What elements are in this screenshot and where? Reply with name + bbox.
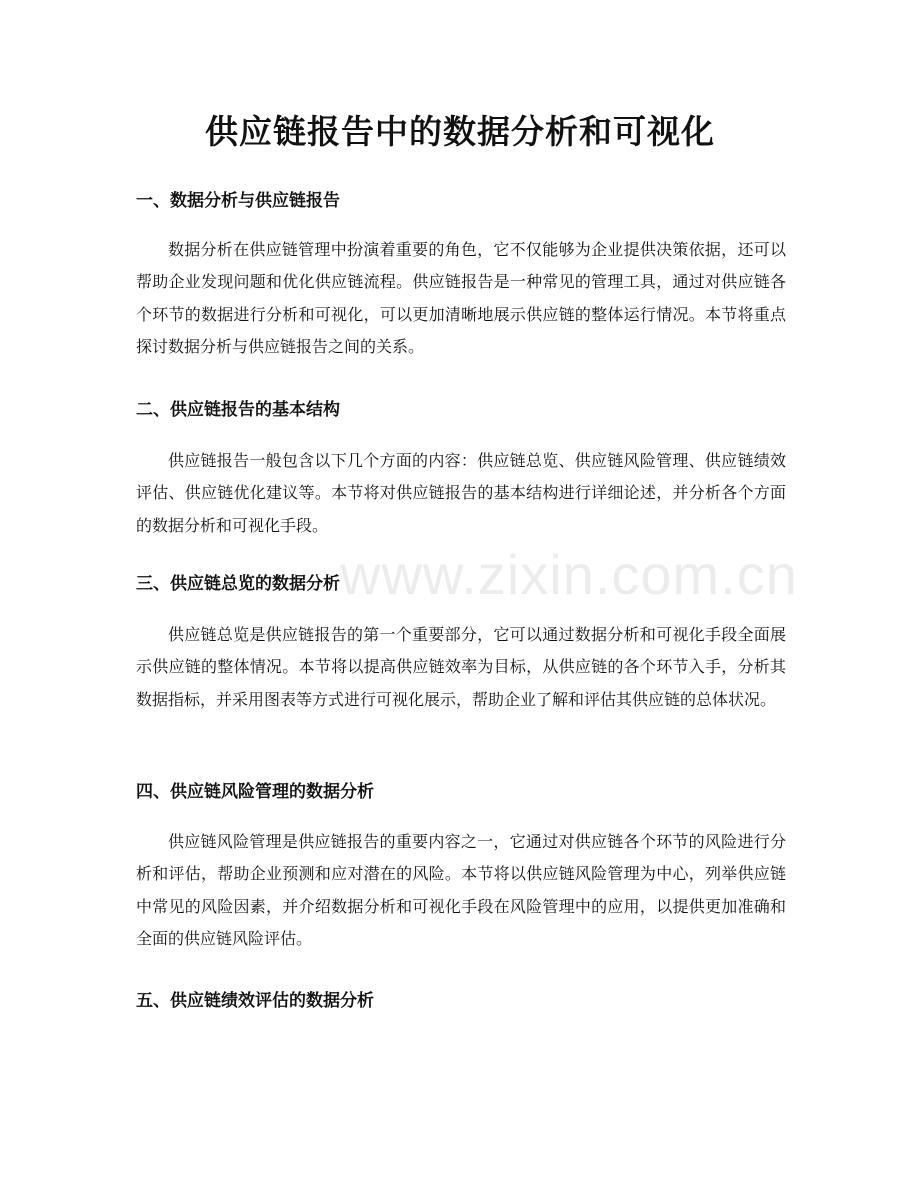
watermark: www.zixin.com.cn <box>340 543 798 606</box>
section-heading-2: 二、供应链报告的基本结构 <box>136 400 340 420</box>
section-body-2: 供应链报告一般包含以下几个方面的内容：供应链总览、供应链风险管理、供应链绩效评估、供应链优化建议等。本节将对供应链报告的基本结构进行详细论述，并分析各个方面的数据分析和可视化手段。 <box>136 451 786 535</box>
section-body-3: 供应链总览是供应链报告的第一个重要部分，它可以通过数据分析和可视化手段全面展示供应链的整体情况。本节将以提高供应链效率为目标，从供应链的各个环节入手，分析其数据指标，并采用图表等方式进行可视化展示，帮助企业了解和评估其供应链的总体状况。 <box>136 625 786 709</box>
page-title: 供应链报告中的数据分析和可视化 <box>205 112 715 151</box>
section-heading-1: 一、数据分析与供应链报告 <box>136 191 340 211</box>
section-heading-5: 五、供应链绩效评估的数据分析 <box>136 991 374 1011</box>
section-heading-3: 三、供应链总览的数据分析 <box>136 574 340 594</box>
section-body-4: 供应链风险管理是供应链报告的重要内容之一，它通过对供应链各个环节的风险进行分析和评估，帮助企业预测和应对潜在的风险。本节将以供应链风险管理为中心，列举供应链中常见的风险因素，并介绍数据分析和可视化手段在风险管理中的应用，以提供更加准确和全面的供应链风险评估。 <box>136 832 786 949</box>
section-body-1: 数据分析在供应链管理中扮演着重要的角色，它不仅能够为企业提供决策依据，还可以帮助企业发现问题和优化供应链流程。供应链报告是一种常见的管理工具，通过对供应链各个环节的数据进行分析和可视化，可以更加清晰地展示供应链的整体运行情况。本节将重点探讨数据分析与供应链报告之间的关系。 <box>136 240 786 357</box>
section-heading-4: 四、供应链风险管理的数据分析 <box>136 782 374 802</box>
